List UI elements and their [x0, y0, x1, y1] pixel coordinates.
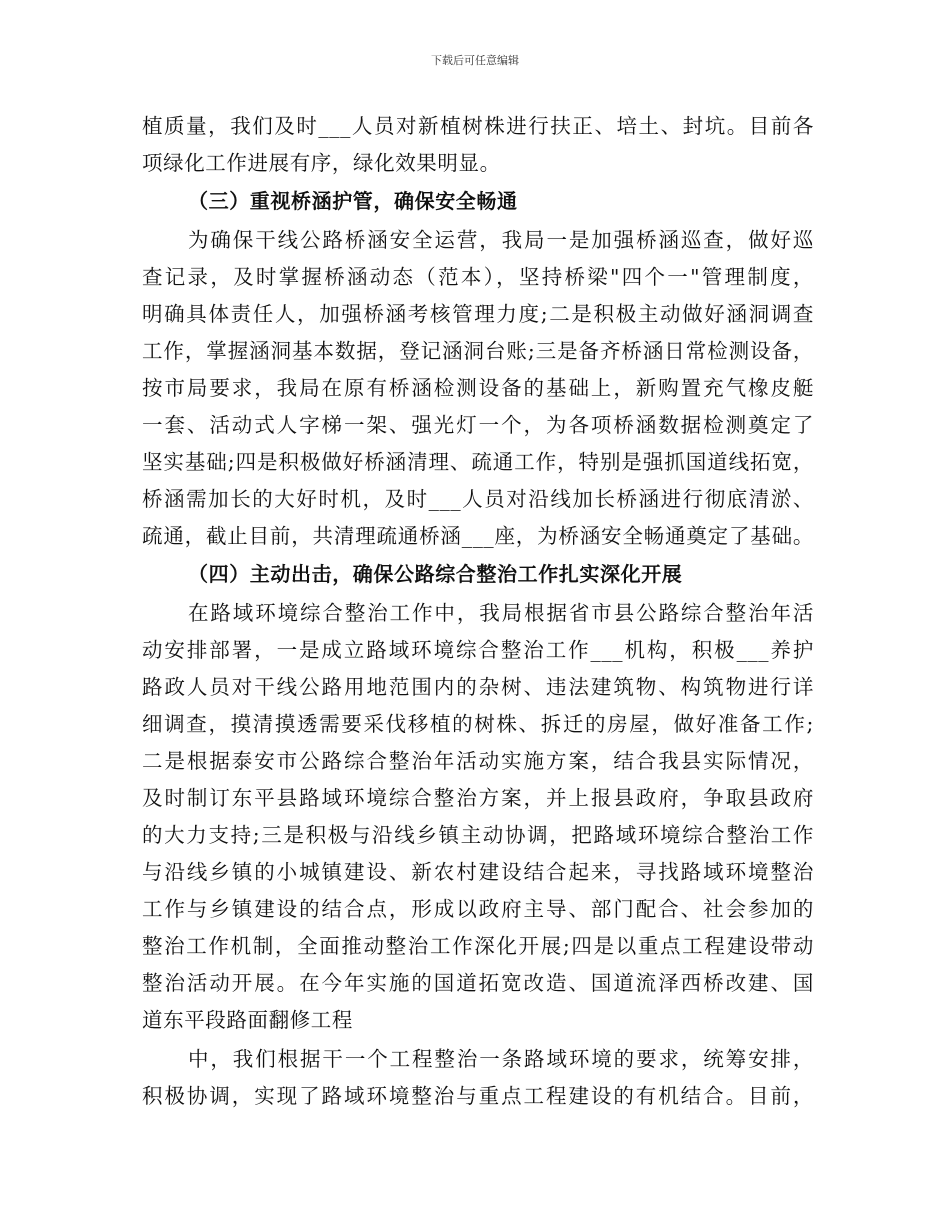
body-line: 及时制订东平县路域环境综合整治方案，并上报县政府，争取县政府 [142, 786, 814, 810]
body-line: 整治工作机制，全面推动整治工作深化开展;四是以重点工程建设带动 [142, 934, 814, 958]
body-line: 按市局要求，我局在原有桥涵检测设备的基础上，新购置充气橡皮艇 [142, 376, 814, 400]
body-line: 明确具体责任人，加强桥涵考核管理力度;二是积极主动做好涵洞调查 [142, 302, 814, 326]
body-line: 在路域环境综合整治工作中，我局根据省市县公路综合整治年活 [188, 601, 814, 625]
body-line: 查记录，及时掌握桥涵动态（范本），坚持桥梁"四个一"管理制度， [142, 265, 814, 289]
body-line: 工作与乡镇建设的结合点，形成以政府主导、部门配合、社会参加的 [142, 897, 814, 921]
body-line: 道东平段路面翻修工程 [142, 1008, 353, 1032]
body-line: 项绿化工作进展有序，绿化效果明显。 [142, 151, 501, 175]
body-line: 坚实基础;四是积极做好桥涵清理、疏通工作，特别是强抓国道线拓宽， [142, 450, 814, 474]
body-line: 疏通，截止目前，共清理疏通桥涵___座，为桥涵安全畅通奠定了基础。 [142, 524, 814, 548]
body-line: 一套、活动式人字梯一架、强光灯一个，为各项桥涵数据检测奠定了 [142, 413, 814, 437]
body-line: 动安排部署，一是成立路域环境综合整治工作___机构，积极___养护 [142, 638, 814, 662]
body-line: 二是根据泰安市公路综合整治年活动实施方案，结合我县实际情况， [142, 749, 814, 773]
section-heading-4: （四）主动出击，确保公路综合整治工作扎实深化开展 [188, 562, 683, 586]
body-line: 工作，掌握涵洞基本数据，登记涵洞台账;三是备齐桥涵日常检测设备， [142, 339, 814, 363]
body-line: 植质量，我们及时___人员对新植树株进行扶正、培土、封坑。目前各 [142, 114, 814, 138]
body-line: 桥涵需加长的大好时机，及时___人员对沿线加长桥涵进行彻底清淤、 [142, 487, 814, 511]
section-heading-3: （三）重视桥涵护管，确保安全畅通 [188, 189, 518, 213]
body-line: 路政人员对干线公路用地范围内的杂树、违法建筑物、构筑物进行详 [142, 675, 814, 699]
body-line: 中，我们根据干一个工程整治一条路域环境的要求，统筹安排， [188, 1047, 814, 1071]
body-line: 与沿线乡镇的小城镇建设、新农村建设结合起来，寻找路域环境整治 [142, 860, 814, 884]
body-line: 整治活动开展。在今年实施的国道拓宽改造、国道流泽西桥改建、国 [142, 971, 814, 995]
body-line: 为确保干线公路桥涵安全运营，我局一是加强桥涵巡查，做好巡 [188, 228, 814, 252]
body-line: 积极协调，实现了路域环境整治与重点工程建设的有机结合。目前， [142, 1084, 814, 1108]
page-header: 下载后可任意编辑 [431, 54, 519, 67]
body-line: 细调查，摸清摸透需要采伐移植的树株、拆迁的房屋，做好准备工作; [142, 712, 814, 736]
body-line: 的大力支持;三是积极与沿线乡镇主动协调，把路域环境综合整治工作 [142, 823, 814, 847]
